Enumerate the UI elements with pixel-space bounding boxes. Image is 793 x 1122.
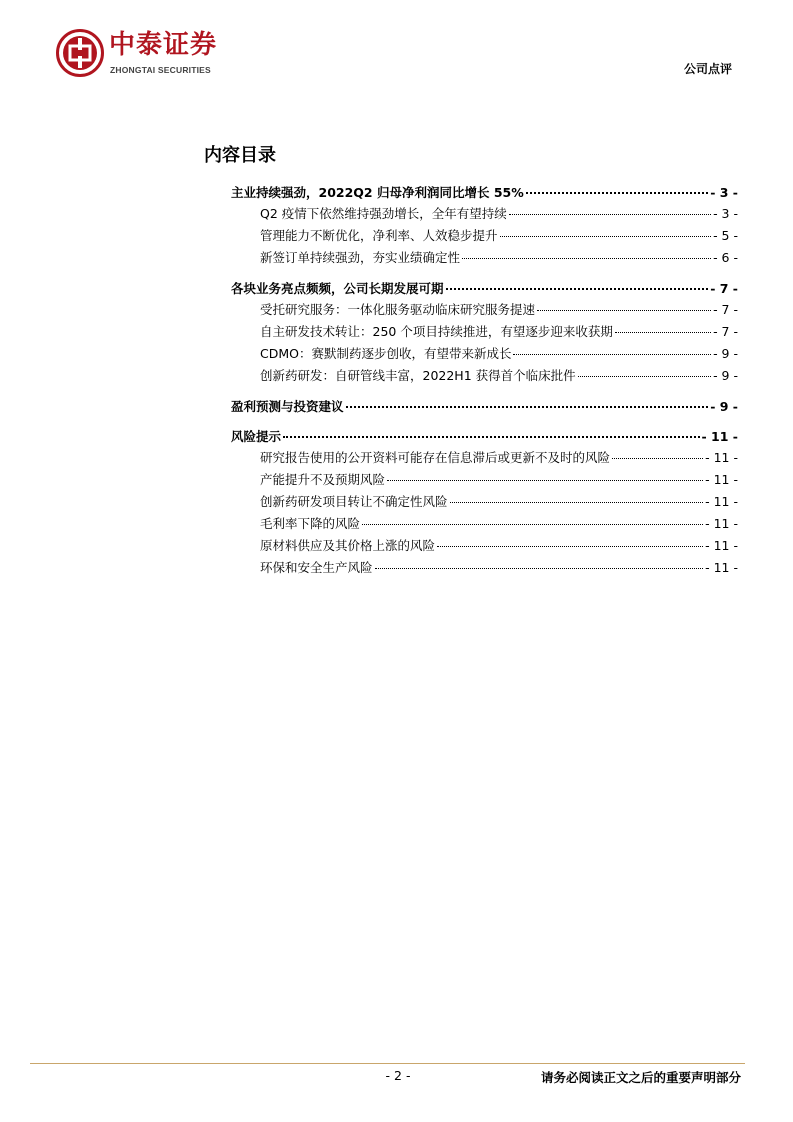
logo-text-chinese: 中泰证券 xyxy=(109,30,218,60)
toc-entry-page: - 11 - xyxy=(705,538,738,553)
toc-subsection-link[interactable] xyxy=(260,365,738,387)
logo-text-english: ZHONGTAI SECURITIES xyxy=(110,65,211,75)
toc-dot-leader xyxy=(437,532,703,547)
toc-entry-page: - 7 - xyxy=(713,302,738,317)
toc-entry-page: - 11 - xyxy=(701,429,738,444)
toc-entry-label: Q2 疫情下依然维持强劲增长，全年有望持续 xyxy=(260,206,507,221)
toc-entry-page: - 9 - xyxy=(710,399,738,414)
toc-dot-leader xyxy=(346,392,709,408)
toc-entry-page: - 3 - xyxy=(710,185,738,200)
toc-title: 内容目录 xyxy=(204,145,276,166)
document-type-label: 公司点评 xyxy=(683,62,732,76)
toc-entry-label: 各块业务亮点频频，公司长期发展可期 xyxy=(231,281,444,296)
toc-dot-leader xyxy=(462,244,711,259)
toc-entry-label: 风险提示 xyxy=(231,429,282,444)
footer-disclaimer: 请务必阅读正文之后的重要声明部分 xyxy=(540,1070,741,1085)
toc-subsection-link[interactable] xyxy=(260,557,738,579)
toc-entry-page: - 11 - xyxy=(705,494,738,509)
toc-entry-page: - 9 - xyxy=(713,368,738,383)
toc-dot-leader xyxy=(450,488,704,503)
toc-entry-page: - 11 - xyxy=(705,560,738,575)
toc-dot-leader xyxy=(612,444,703,459)
toc-entry-label: CDMO：赛默制药逐步创收，有望带来新成长 xyxy=(260,346,512,361)
toc-entry-page: - 6 - xyxy=(713,250,738,265)
toc-dot-leader xyxy=(509,200,711,215)
toc-dot-leader xyxy=(526,178,708,194)
toc-dot-leader xyxy=(362,510,703,525)
toc-entry-label: 创新药研发：自研管线丰富，2022H1 获得首个临床批件 xyxy=(260,368,576,383)
toc-dot-leader xyxy=(446,274,709,290)
zhongtai-emblem-icon xyxy=(56,29,104,77)
toc-entry-page: - 11 - xyxy=(705,472,738,487)
toc-entry-label: 环保和安全生产风险 xyxy=(260,560,373,575)
footer-divider xyxy=(30,1063,745,1064)
toc-entry-page: - 5 - xyxy=(713,228,738,243)
toc-entry-page: - 7 - xyxy=(710,281,738,296)
page-header xyxy=(0,0,793,100)
toc-dot-leader xyxy=(513,340,711,355)
toc-entry-label: 创新药研发项目转让不确定性风险 xyxy=(260,494,448,509)
toc-entry-label: 受托研究服务：一体化服务驱动临床研究服务提速 xyxy=(260,302,536,317)
toc-entry-page: - 7 - xyxy=(713,324,738,339)
toc-entry-label: 研究报告使用的公开资料可能存在信息滞后或更新不及时的风险 xyxy=(260,450,611,465)
toc-dot-leader xyxy=(283,422,700,438)
toc-entry-label: 主业持续强劲，2022Q2 归母净利润同比增长 55% xyxy=(231,185,524,200)
toc-entry-page: - 9 - xyxy=(713,346,738,361)
toc-entry-label: 自主研发技术转让：250 个项目持续推进，有望逐步迎来收获期 xyxy=(260,324,613,339)
toc-entry-label: 原材料供应及其价格上涨的风险 xyxy=(260,538,436,553)
toc-dot-leader xyxy=(500,222,712,237)
toc-entry-label: 毛利率下降的风险 xyxy=(260,516,361,531)
toc-section-link[interactable] xyxy=(231,395,738,417)
toc-dot-leader xyxy=(615,318,711,333)
toc-entry-label: 新签订单持续强劲，夯实业绩确定性 xyxy=(260,250,461,265)
table-of-contents xyxy=(231,181,738,579)
toc-entry-page: - 11 - xyxy=(705,450,738,465)
toc-dot-leader xyxy=(375,554,704,569)
page-number: - 2 - xyxy=(385,1068,411,1083)
toc-dot-leader xyxy=(387,466,703,481)
company-logo xyxy=(56,29,246,79)
toc-entry-page: - 11 - xyxy=(705,516,738,531)
toc-entry-page: - 3 - xyxy=(713,206,738,221)
toc-entry-label: 盈利预测与投资建议 xyxy=(231,399,344,414)
toc-entry-label: 产能提升不及预期风险 xyxy=(260,472,386,487)
toc-subsection-link[interactable] xyxy=(260,247,738,269)
toc-dot-leader xyxy=(537,296,711,311)
toc-dot-leader xyxy=(578,362,711,377)
toc-entry-label: 管理能力不断优化，净利率、人效稳步提升 xyxy=(260,228,498,243)
